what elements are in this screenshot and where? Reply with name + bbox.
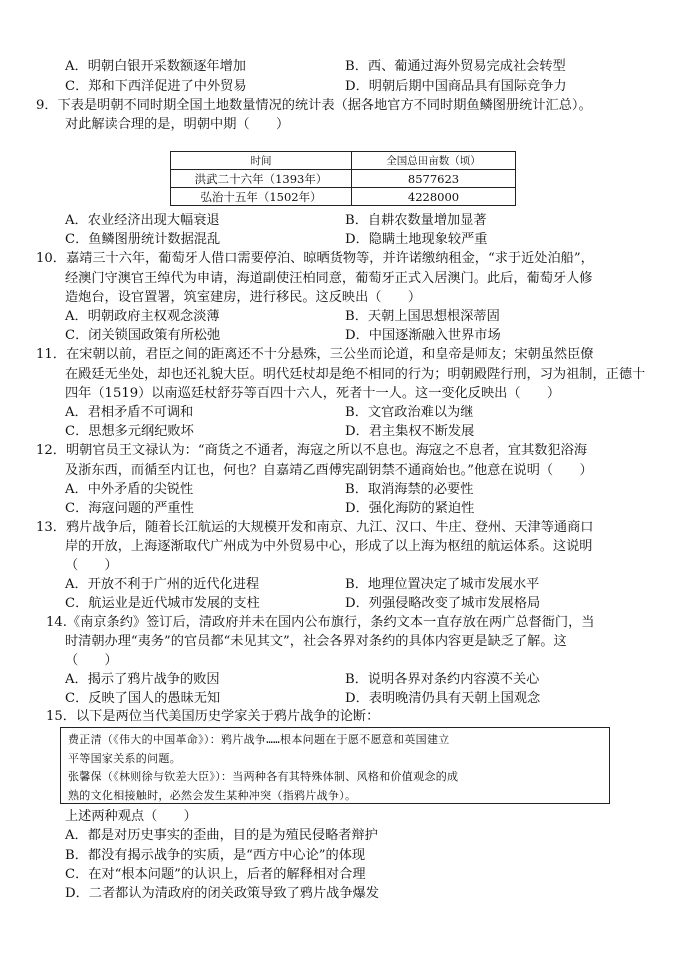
q10-option-d: D．中国逐渐融入世界市场 (345, 328, 501, 343)
quote-chang-line2: 熟的文化相接触时，必然会发生某种冲突（指鸦片战争）。 (68, 788, 357, 802)
q11-option-a: A．君相矛盾不可调和 (65, 405, 194, 420)
table-header-total: 全国总田亩数（顷） (352, 152, 516, 170)
q8-option-d: D．明朝后期中国商品具有国际竞争力 (345, 79, 567, 94)
q14-option-d: D．表明晚清仍具有天朝上国观念 (345, 691, 541, 706)
table-header-row (171, 152, 516, 170)
q11-option-b: B．文官政治难以为继 (345, 405, 474, 420)
q11-stem-line1: 11．在宋朝以前，君臣之间的距离还不十分悬殊，三公坐而论道，和皇帝是师友；宋朝虽然臣僚 (36, 347, 594, 362)
q13-stem-line2: 岸的开放，上海逐渐取代广州成为中外贸易中心，形成了以上海为枢纽的航运体系。这说明 (65, 539, 593, 554)
q9-land-table (170, 151, 516, 206)
q14-option-b: B．说明各界对条约内容漠不关心 (345, 672, 540, 687)
q11-option-c: C．思想多元纲纪败坏 (65, 424, 194, 439)
q12-option-b: B．取消海禁的必要性 (345, 482, 474, 497)
q11-stem-line3: 四年（1519）以南巡廷杖舒芬等百四十六人，死者十一人。这一变化反映出（ ） (65, 386, 561, 401)
table-cell-value: 8577623 (352, 170, 516, 188)
q9-option-a: A．农业经济出现大幅衰退 (65, 213, 220, 228)
q10-option-c: C．闭关锁国政策有所松弛 (65, 328, 221, 343)
q13-option-c: C．航运业是近代城市发展的支柱 (65, 596, 260, 611)
q9-option-c: C．鱼鳞图册统计数据混乱 (65, 232, 221, 247)
q12-option-c: C．海寇问题的严重性 (65, 501, 194, 516)
q15-question: 上述两种观点（ ） (65, 809, 197, 824)
q15-option-d: D．二者都认为清政府的闭关政策导致了鸦片战争爆发 (65, 886, 379, 901)
q9-stem-line2: 对此解读合理的是，明朝中期（ ） (65, 117, 290, 132)
q14-stem-line2: 时清朝办理“夷务”的官员都“未见其文”，社会各界对条约的具体内容更是缺乏了解。这 (65, 634, 567, 649)
q14-option-a: A．揭示了鸦片战争的败因 (65, 672, 220, 687)
q8-option-a: A．明朝白银开采数额逐年增加 (65, 59, 246, 74)
table-header-time: 时间 (171, 152, 352, 170)
q11-stem-line2: 在殿廷无坐处，却也还礼貌大臣。明代廷杖却是绝不相同的行为；明朝殿陛行刑，习为祖制，正德十 (65, 367, 646, 382)
q15-quote-box (60, 727, 610, 804)
table-row (171, 188, 516, 206)
q12-stem-line2: 及浙东西，而循至内讧也，何也？自嘉靖乙酉傅宪副钥禁不通商始也。”他意在说明（ ） (65, 463, 593, 478)
q10-stem-line3: 造炮台，设官置署，筑室建房，进行移民。这反映出（ ） (65, 290, 422, 305)
q15-option-a: A．都是对历史事实的歪曲，目的是为殖民侵略者辩护 (65, 828, 378, 843)
quote-chang-line1: 张馨保（《林则徐与钦差大臣》）：当两种各有其特殊体制、风格和价值观念的成 (68, 770, 459, 783)
q10-option-b: B．天朝上国思想根深蒂固 (345, 309, 500, 324)
q15-option-b: B．都没有揭示战争的实质，是“西方中心论”的体现 (65, 848, 366, 863)
quote-fairbank-line1: 费正清（《伟大的中国革命》）：鸦片战争……根本问题在于愿不愿意和英国建立 (68, 733, 450, 746)
q9-stem-line1: 9．下表是明朝不同时期全国土地数量情况的统计表（据各地官方不同时期鱼鳞图册统计汇总）。 (36, 98, 592, 113)
table-row (171, 170, 516, 188)
q13-stem-line3: （ ） (65, 558, 118, 573)
q13-option-d: D．列强侵略改变了城市发展格局 (345, 596, 541, 611)
table-cell-time: 弘治十五年（1502年） (171, 188, 352, 206)
q10-stem-line2: 经澳门守澳官王绰代为申请，海道副使汪柏同意，葡萄牙正式入居澳门。此后，葡萄牙人修 (65, 271, 593, 286)
q13-option-a: A．开放不利于广州的近代化进程 (65, 577, 260, 592)
q12-option-d: D．强化海防的紧迫性 (345, 501, 475, 516)
q14-stem-line1: 14.《南京条约》签订后，清政府并未在国内公布旗行，条约文本一直存放在两广总督衙门，当 (46, 615, 595, 630)
q9-option-d: D．隐瞒土地现象较严重 (345, 232, 488, 247)
quote-fairbank-line2: 平等国家关系的问题。 (68, 751, 181, 765)
q13-stem-line1: 13．鸦片战争后，随着长江航运的大规模开发和南京、九江、汉口、牛庄、登州、天津等通商口 (36, 520, 594, 535)
q15-option-c: C．在对“根本问题”的认识上，后者的解释相对合理 (65, 867, 366, 882)
table-cell-time: 洪武二十六年（1393年） (171, 170, 352, 188)
q11-option-d: D．君主集权不断发展 (345, 424, 475, 439)
q8-option-c: C．郑和下西洋促进了中外贸易 (65, 79, 247, 94)
q12-option-a: A．中外矛盾的尖锐性 (65, 482, 194, 497)
q14-stem-line3: （ ） (65, 653, 118, 668)
q14-option-c: C．反映了国人的愚昧无知 (65, 691, 221, 706)
q12-stem-line1: 12．明朝官员王文禄认为：“商货之不通者，海寇之所以不息也。海寇之不息者，宜其数犯浴海 (36, 443, 588, 458)
table-cell-value: 4228000 (352, 188, 516, 206)
q8-option-b: B．西、葡通过海外贸易完成社会转型 (345, 59, 566, 74)
q10-stem-line1: 10．嘉靖三十六年，葡萄牙人借口需要停泊、晾晒货物等，并许诺缴纳租金，“求于近处泊船”， (36, 251, 594, 266)
q13-option-b: B．地理位置决定了城市发展水平 (345, 577, 540, 592)
q10-option-a: A．明朝政府主权观念淡薄 (65, 309, 220, 324)
q9-option-b: B．自耕农数量增加显著 (345, 213, 487, 228)
q15-stem-line1: 15．以下是两位当代美国历史学家关于鸦片战争的论断： (46, 709, 380, 724)
